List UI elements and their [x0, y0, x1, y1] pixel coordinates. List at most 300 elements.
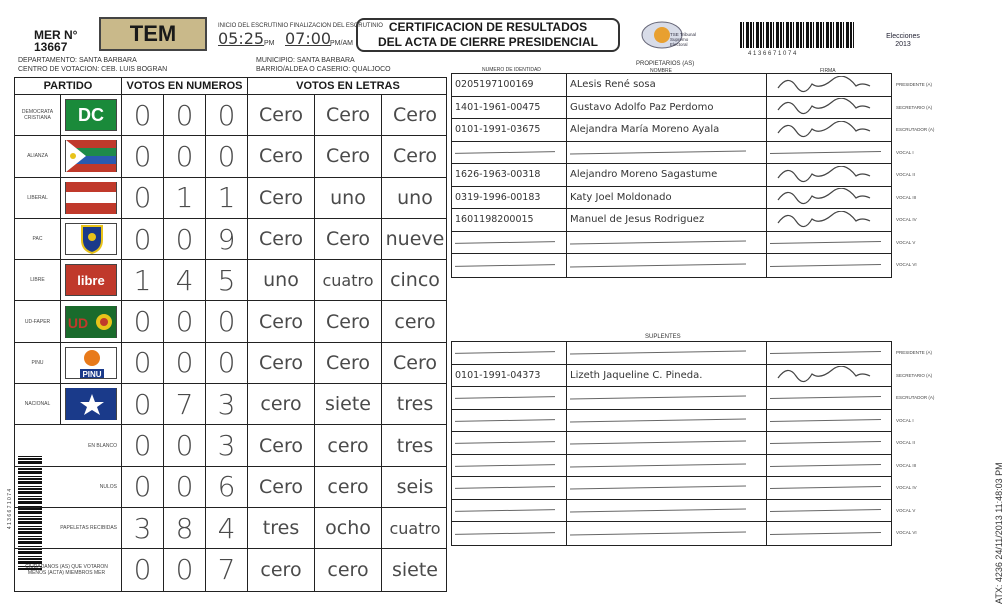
propietario-row [452, 74, 891, 97]
votes-digit-1: 0 [122, 425, 164, 465]
member-name [567, 74, 767, 96]
blank-line [570, 441, 746, 445]
nacional-star-icon [66, 388, 116, 420]
member-name [567, 522, 767, 545]
party-row [15, 384, 446, 425]
signature-icon [770, 366, 880, 384]
votes-word-3: cinco [390, 269, 440, 292]
row-label-text: PAPELETAS RECIBIDAS [60, 525, 117, 532]
blank-line [455, 396, 555, 399]
pac-shield-icon [66, 223, 116, 255]
member-signature [767, 477, 893, 499]
blank-line [570, 240, 746, 244]
member-signature [767, 365, 893, 387]
member-role: VOCAL IV [896, 217, 917, 222]
signature-icon [770, 76, 880, 94]
barrio-label: BARRIO/ALDEA O CASERIO: [256, 66, 351, 73]
member-name [567, 455, 767, 477]
municipio-value: SANTA BARBARA [296, 57, 355, 64]
votes-digit-3: 0 [206, 95, 248, 135]
votes-digit-2: 7 [164, 384, 206, 424]
votes-word-2: Cero [315, 301, 382, 341]
votes-word-3: uno [397, 186, 433, 209]
votes-digit-3: 1 [206, 178, 248, 218]
member-signature [767, 97, 893, 119]
results-table-header [15, 78, 446, 95]
blank-line [455, 509, 555, 512]
propietario-row [452, 119, 891, 142]
member-signature [767, 432, 893, 454]
member-signature [767, 209, 893, 231]
votes-digit-1: 3 [122, 508, 164, 548]
col-numeros: VOTOS EN NUMEROS [122, 78, 248, 94]
votes-digit-3: 4 [206, 508, 248, 548]
votes-word-2: cero [315, 467, 382, 507]
suplente-row [452, 477, 891, 500]
member-name [567, 142, 767, 164]
party-logo [61, 343, 122, 383]
blank-line [770, 419, 881, 422]
votes-digit-3: 7 [206, 549, 248, 590]
votes-word-2: Cero [315, 343, 382, 383]
votes-word-1: Cero [248, 178, 315, 218]
member-id-text: 1626-1963-00318 [455, 169, 541, 181]
propietario-row [452, 232, 891, 255]
votes-digit-2: 0 [164, 136, 206, 176]
blank-line [770, 509, 881, 512]
municipio-label: MUNICIPIO: [256, 57, 295, 64]
member-name [567, 500, 767, 522]
centro [18, 66, 167, 74]
member-role: VOCAL V [896, 507, 916, 513]
party-logo-text: libre [77, 272, 105, 288]
mer-number: 13667 [34, 40, 68, 54]
votes-digit-1: 0 [122, 549, 164, 590]
member-name [567, 164, 767, 186]
member-name-text: Katy Joel Moldonado [570, 191, 672, 203]
blank-line [770, 464, 881, 467]
member-signature [767, 387, 893, 409]
propietarios-table [451, 73, 892, 278]
votes-digit-3: 9 [206, 219, 248, 259]
row-label [15, 425, 122, 465]
member-role: VOCAL I [896, 417, 914, 423]
member-id [452, 365, 567, 387]
svg-text:PINU: PINU [82, 369, 102, 379]
votes-word-1: Cero [248, 219, 315, 259]
blank-line [570, 418, 746, 422]
votes-digit-2: 4 [164, 260, 206, 300]
blank-line [570, 263, 746, 267]
member-id-text: 1601198200015 [455, 214, 534, 226]
member-id [452, 342, 567, 364]
blank-line [570, 351, 746, 355]
votes-digit-2: 0 [164, 549, 206, 590]
member-role: VOCAL V [896, 239, 916, 245]
col-partido: PARTIDO [15, 78, 122, 94]
votes-word-3: tres [396, 393, 434, 416]
member-signature [767, 74, 893, 96]
row-label [15, 508, 122, 548]
votes-word-3: siete [391, 558, 438, 581]
votes-digit-2: 1 [164, 178, 206, 218]
votes-digit-1: 0 [122, 136, 164, 176]
member-signature [767, 119, 893, 141]
propietarios-label: PROPIETARIOS (AS) [636, 61, 695, 67]
votes-word-1: Cero [248, 95, 315, 135]
results-table [14, 77, 447, 592]
party-name-text: UD-FAPER [24, 318, 51, 325]
suplente-row [452, 410, 891, 433]
end-time: 07:00 [285, 29, 332, 48]
party-name-text: LIBERAL [27, 194, 48, 201]
votes-word-1: cero [248, 384, 315, 424]
blank-line [570, 486, 746, 490]
party-name [15, 301, 61, 341]
votes-word-3: Cero [393, 104, 437, 127]
centro-label: CENTRO DE VOTACION: [18, 66, 100, 73]
propietario-row [452, 209, 891, 232]
member-role: SECRETARIO (A) [896, 372, 933, 378]
member-id [452, 164, 567, 186]
votes-digit-1: 0 [122, 384, 164, 424]
member-role: PRESIDENTE (A) [896, 82, 933, 87]
member-name [567, 187, 767, 209]
votes-word-2: Cero [315, 219, 382, 259]
member-signature [767, 522, 893, 545]
title-line2: DEL ACTA DE CIERRE PRESIDENCIAL [377, 35, 599, 49]
votes-word-1: Cero [248, 301, 315, 341]
title-box [356, 18, 620, 52]
member-role: VOCAL VI [896, 262, 917, 267]
party-logo [61, 384, 122, 424]
member-id [452, 97, 567, 119]
member-signature [767, 187, 893, 209]
member-role: VOCAL II [896, 172, 915, 177]
propietario-row [452, 142, 891, 165]
member-id [452, 209, 567, 231]
blank-line [570, 508, 746, 512]
votes-word-3: cuatro [389, 518, 441, 538]
member-id-text: 1401-1961-00475 [455, 101, 541, 113]
member-name [567, 387, 767, 409]
party-name [15, 219, 61, 259]
member-id [452, 254, 567, 277]
votes-digit-3: 6 [206, 467, 248, 507]
start-time: 05:25 [218, 29, 265, 48]
member-signature [767, 410, 893, 432]
party-logo [61, 219, 122, 259]
row-label [15, 467, 122, 507]
member-role: VOCAL IV [896, 485, 917, 490]
member-id [452, 387, 567, 409]
blank-line [770, 396, 881, 399]
suplente-row [452, 500, 891, 523]
party-name [15, 95, 61, 135]
member-name [567, 232, 767, 254]
votes-word-3: tres [396, 434, 434, 457]
barrio-value: QUALJOCO [352, 66, 391, 73]
member-id [452, 119, 567, 141]
member-role: VOCAL II [896, 440, 915, 445]
votes-digit-1: 0 [122, 301, 164, 341]
departamento-label: DEPARTAMENTO: [18, 57, 77, 64]
blank-line [770, 441, 881, 444]
votes-word-3: Cero [393, 145, 437, 168]
blank-line [770, 532, 881, 535]
member-role: ESCRUTADOR (A) [896, 395, 935, 400]
member-role: ESCRUTADOR (A) [896, 127, 935, 132]
liberal-flag-icon [66, 182, 116, 214]
votes-word-1: cero [248, 549, 315, 590]
member-role: VOCAL I [896, 149, 914, 155]
propietario-row [452, 187, 891, 210]
party-name-text: ALIANZA [27, 153, 48, 160]
member-name [567, 365, 767, 387]
party-row [15, 260, 446, 301]
member-name [567, 119, 767, 141]
end-ampm: PM/AM [330, 40, 353, 47]
member-id [452, 187, 567, 209]
row-label-text: EN BLANCO [88, 442, 117, 449]
title-line1: CERTIFICACION DE RESULTADOS [388, 20, 588, 34]
party-name-text: LIBRE [30, 277, 45, 284]
votes-word-2: Cero [315, 95, 382, 135]
member-role: PRESIDENTE (A) [896, 350, 933, 355]
member-signature [767, 142, 893, 164]
suplente-row [452, 522, 891, 545]
member-role: VOCAL III [896, 462, 917, 468]
party-logo [61, 136, 122, 176]
elecciones-logo: Elecciones 2013 [886, 33, 920, 48]
alianza-flag-icon [66, 140, 116, 172]
party-name-text: NACIONAL [24, 401, 51, 408]
votes-word-1: uno [248, 260, 315, 300]
votes-word-2: cero [315, 425, 382, 465]
member-id [452, 455, 567, 477]
member-name [567, 254, 767, 277]
member-name-text: Alejandro Moreno Sagastume [570, 169, 718, 181]
member-signature [767, 164, 893, 186]
votes-word-1: Cero [248, 136, 315, 176]
tse-label: TSE Tribunal Supremo Electoral [670, 32, 697, 47]
barrio [256, 66, 391, 74]
member-name [567, 410, 767, 432]
votes-word-1: Cero [248, 425, 315, 465]
firma-label: FIRMA [820, 68, 836, 74]
departamento [18, 57, 137, 65]
votes-word-2: cero [315, 549, 382, 590]
member-id-text: 0205197100169 [455, 79, 534, 91]
suplentes-table [451, 341, 892, 546]
blank-line [570, 396, 746, 400]
suplente-row [452, 365, 891, 388]
party-logo [61, 260, 122, 300]
votes-word-1: Cero [248, 467, 315, 507]
votes-digit-1: 1 [122, 260, 164, 300]
member-name [567, 97, 767, 119]
votes-word-3: nueve [385, 228, 445, 251]
suplente-row [452, 387, 891, 410]
centro-value: CEB. LUIS BOGRAN [101, 66, 168, 73]
member-name [567, 432, 767, 454]
pinu-logo-icon [66, 347, 116, 379]
tse-logo [640, 18, 702, 52]
member-id [452, 74, 567, 96]
member-role: SECRETARIO (A) [896, 104, 933, 110]
member-name-text: Manuel de Jesus Rodriguez [570, 214, 705, 226]
party-logo [61, 178, 122, 218]
party-name [15, 343, 61, 383]
numero-id-label: NUMERO DE IDENTIDAD [482, 67, 541, 73]
party-row [15, 508, 446, 549]
member-signature [767, 232, 893, 254]
signature-icon [770, 98, 880, 116]
votes-digit-2: 0 [164, 425, 206, 465]
blank-line [455, 419, 555, 422]
votes-digit-3: 3 [206, 384, 248, 424]
member-signature [767, 455, 893, 477]
col-letras: VOTOS EN LETRAS [296, 80, 400, 92]
blank-line [570, 531, 746, 535]
member-signature [767, 254, 893, 277]
blank-line [770, 351, 881, 354]
member-name-text: Lizeth Jaqueline C. Pineda. [570, 369, 703, 381]
member-signature [767, 500, 893, 522]
votes-digit-2: 0 [164, 219, 206, 259]
votes-word-1: Cero [248, 343, 315, 383]
votes-digit-3: 0 [206, 136, 248, 176]
member-name-text: Gustavo Adolfo Paz Perdomo [570, 101, 714, 113]
blank-line [455, 264, 555, 267]
blank-line [455, 441, 555, 444]
votes-word-2: siete [315, 384, 382, 424]
votes-word-2: ocho [315, 508, 382, 548]
party-row [15, 301, 446, 342]
votes-word-2: Cero [315, 136, 382, 176]
votes-digit-1: 0 [122, 343, 164, 383]
member-id-text: 0101-1991-04373 [455, 369, 541, 381]
party-logo-text: DC [78, 104, 104, 125]
votes-digit-3: 0 [206, 301, 248, 341]
blank-line [770, 264, 881, 267]
time-caption: INICIO DEL ESCRUTINIO FINALIZACION DEL ESCRUTINIO [218, 23, 383, 29]
votes-digit-2: 0 [164, 343, 206, 383]
propietario-row [452, 97, 891, 120]
blank-line [570, 463, 746, 467]
votes-digit-2: 8 [164, 508, 206, 548]
blank-line [455, 351, 555, 354]
votes-word-2: cuatro [315, 260, 382, 300]
votes-digit-1: 0 [122, 178, 164, 218]
member-role: VOCAL VI [896, 530, 917, 535]
row-label-text: NULOS [99, 483, 117, 490]
party-row [15, 178, 446, 219]
signature-icon [770, 166, 880, 184]
blank-line [570, 150, 746, 154]
member-role: VOCAL III [896, 194, 917, 200]
type-box: TEM [99, 17, 207, 51]
party-row [15, 549, 446, 590]
party-row [15, 343, 446, 384]
suplentes-label: SUPLENTES [645, 334, 681, 340]
member-id-text: 0101-1991-03675 [455, 124, 541, 136]
member-id [452, 477, 567, 499]
votes-digit-1: 0 [122, 219, 164, 259]
top-barcode [740, 22, 854, 48]
departamento-value: SANTA BARBARA [78, 57, 137, 64]
member-id [452, 432, 567, 454]
member-name [567, 477, 767, 499]
party-name [15, 136, 61, 176]
votes-digit-2: 0 [164, 467, 206, 507]
mer-label: MER N° [34, 28, 78, 42]
party-logo [61, 301, 122, 341]
svg-text:UD: UD [67, 314, 89, 331]
signature-icon [770, 121, 880, 139]
party-name [15, 178, 61, 218]
member-id-text: 0319-1996-00183 [455, 191, 541, 203]
blank-line [455, 486, 555, 489]
blank-line [770, 241, 881, 244]
votes-digit-2: 0 [164, 95, 206, 135]
votes-word-3: seis [396, 475, 434, 498]
row-label-text: CIUDADANOS (AS) QUE VOTARON MENOS (ACTA) MIEMBROS MER [25, 563, 108, 576]
votes-digit-1: 0 [122, 467, 164, 507]
member-name [567, 209, 767, 231]
municipio [256, 57, 355, 65]
blank-line [770, 486, 881, 489]
blank-line [455, 464, 555, 467]
row-label [15, 549, 122, 590]
member-name-text: ALesis René sosa [570, 79, 656, 91]
party-logo [61, 95, 122, 135]
member-name [567, 342, 767, 364]
suplente-row [452, 432, 891, 455]
blank-line [455, 151, 555, 154]
party-row [15, 136, 446, 177]
votes-digit-1: 0 [122, 95, 164, 135]
votes-word-3: cero [394, 310, 436, 333]
party-row [15, 219, 446, 260]
party-name [15, 384, 61, 424]
votes-digit-3: 0 [206, 343, 248, 383]
suplente-row [452, 455, 891, 478]
blank-line [455, 241, 555, 244]
party-row [15, 467, 446, 508]
member-id [452, 232, 567, 254]
blank-line [455, 532, 555, 535]
member-signature [767, 342, 893, 364]
votes-digit-3: 5 [206, 260, 248, 300]
propietario-row [452, 164, 891, 187]
party-name [15, 260, 61, 300]
votes-word-3: Cero [393, 351, 437, 374]
left-barcode-number: 4 1 3 6 6 7 1 0 7 4 [7, 488, 14, 530]
party-name-text: DEMOCRATA CRISTIANA [21, 109, 54, 122]
start-ampm: PM [264, 40, 275, 47]
member-name-text: Alejandra María Moreno Ayala [570, 124, 720, 136]
party-name-text: PINU [31, 359, 44, 366]
member-id [452, 500, 567, 522]
votes-word-2: uno [315, 178, 382, 218]
signature-icon [770, 211, 880, 229]
votes-word-1: tres [248, 508, 315, 548]
votes-digit-3: 3 [206, 425, 248, 465]
party-row [15, 95, 446, 136]
suplente-row [452, 342, 891, 365]
propietario-row [452, 254, 891, 277]
